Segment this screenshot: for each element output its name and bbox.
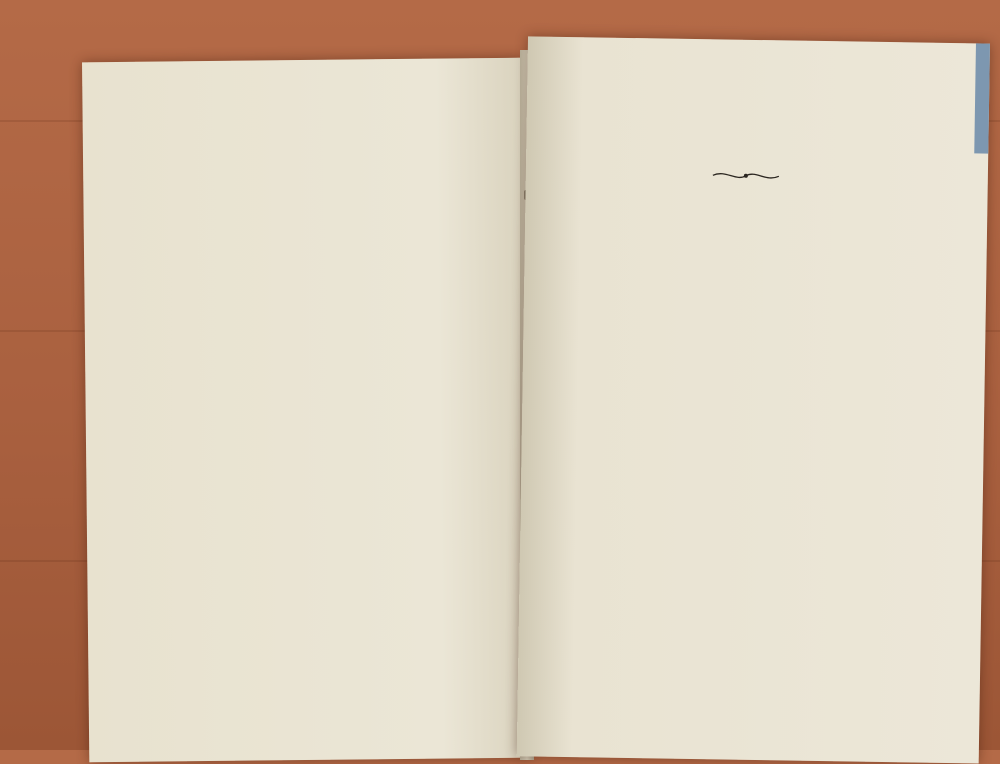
left-page [82, 58, 531, 763]
right-top-entries [548, 67, 953, 73]
left-toc [112, 98, 494, 102]
section-page-row [544, 267, 949, 288]
section-title [525, 218, 987, 225]
right-page [517, 36, 990, 763]
ornament-icon [711, 167, 781, 184]
translator-line [525, 246, 987, 253]
cover-edge [974, 43, 990, 153]
chapter-list [544, 267, 949, 288]
